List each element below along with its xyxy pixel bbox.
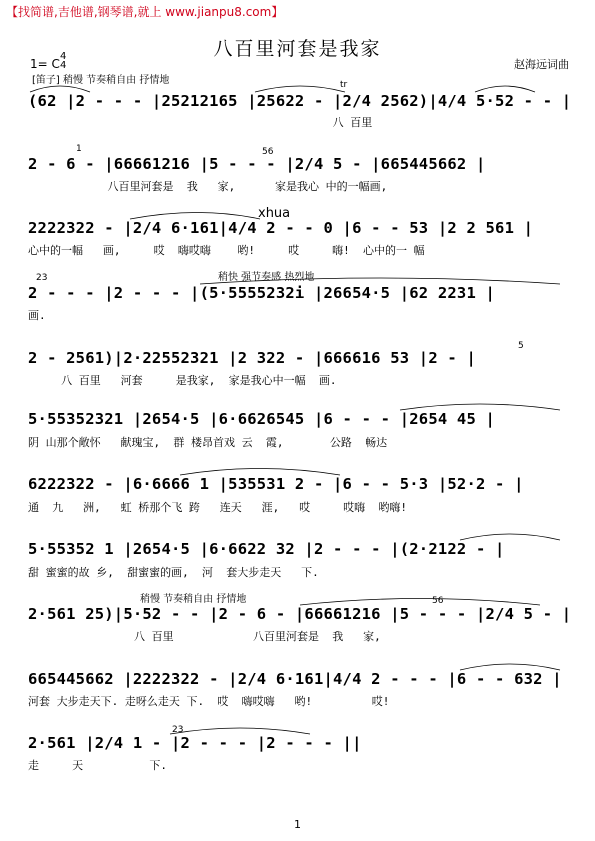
grace-note-23b: 23 [172,725,184,735]
notes: 2 - - - |2 - - - |(5·5555232i |26654·5 |62 2231 | [28,284,496,302]
slur [460,534,560,540]
site-banner[interactable]: 【找简谱,吉他谱,钢琴谱,就上 www.jianpu8.com】 [6,5,284,19]
slur [200,278,560,284]
time-sig-bottom: 4 [60,60,67,71]
song-title: 八百里河套是我家 [213,38,382,60]
key-signature: 1= C [30,57,60,71]
slur [170,728,310,734]
tempo-mark-intro: [笛子] 稍慢 节奏稍自由 抒情地 [32,75,170,86]
grace-note-1: 1 [76,144,82,154]
grace-note-23: 23 [36,273,48,283]
page-number: 1 [294,818,301,831]
notes: 5·55352321 |2654·5 |6·6626545 |6 - - - |2654 45 | [28,410,496,428]
slur [30,86,90,92]
lyrics-row-6: 阴 山那个敞怀 献瑰宝, 群 楼昂首戏 云 霞, 公路 畅达 [28,436,388,449]
xhua-mark: xhua [258,206,291,221]
grace-note-5: 5 [518,341,524,351]
lyrics-row-9: 八 百里 八百里河套是 我 家, [28,630,381,643]
slur [460,664,560,670]
slur [300,599,540,606]
lyrics-row-2: 八百里河套是 我 家, 家是我心 中的一幅画, [28,180,388,193]
notes: 2·561 25)|5·52 - - |2 - 6 - |66661216 |5 - - - |2/4 5 - | [28,605,572,623]
composer-credit: 赵海远词曲 [514,58,569,71]
slur [180,469,340,476]
grace-note-56b: 56 [432,596,444,606]
lyrics-row-4: 画. [28,309,46,322]
slur [130,213,260,220]
slur [255,86,345,92]
notes: (62 |2 - - - |25212165 |25622 - |2/4 2562)|4/4 5·52 - - | [28,92,572,110]
grace-note-56: 56 [262,147,274,157]
lyrics-row-7: 通 九 洲, 虹 桥那个飞 跨 连天 涯, 哎 哎嗨 哟嗨! [28,501,408,514]
notes: 6222322 - |6·6666 1 |535531 2 - |6 - - 5·3 |52·2 - | [28,475,524,493]
trill-mark: tr [340,80,348,90]
notes: 2 - 6 - |66661216 |5 - - - |2/4 5 - |665445662 | [28,155,486,173]
lyrics-row-1: 八 百里 [28,116,373,129]
slur [400,404,560,410]
notes: 2222322 - |2/4 6·161|4/4 2 - - 0 |6 - - 53 |2 2 561 | [28,219,534,237]
lyrics-row-8: 甜 蜜蜜的故 乡, 甜蜜蜜的画, 河 套大步走天 下. [28,566,319,579]
notes: 2·561 |2/4 1 - |2 - - - |2 - - - || [28,734,362,752]
lyrics-row-11: 走 天 下. [28,759,167,772]
tempo-mark-fast: 稍快 强节奏感 热烈地 [218,272,315,283]
notes: 2 - 2561)|2·22552321 |2 322 - |666616 53 |2 - | [28,349,476,367]
lyrics-row-3: 心中的一幅 画, 哎 嗨哎嗨 哟! 哎 嗨! 心中的一 幅 [28,244,425,257]
time-sig-top: 4 [60,51,67,62]
notes: 665445662 |2222322 - |2/4 6·161|4/4 2 - - - |6 - - 632 | [28,670,562,688]
notes: 5·55352 1 |2654·5 |6·6622 32 |2 - - - |(2·2122 - | [28,540,505,558]
lyrics-row-5: 八 百里 河套 是我家, 家是我心中一幅 画. [28,374,337,387]
tempo-mark-slow: 稍慢 节奏稍自由 抒情地 [140,594,247,605]
slur [475,86,535,92]
lyrics-row-10: 河套 大步走天下. 走呀么走天 下. 哎 嗨哎嗨 哟! 哎! [28,695,390,708]
